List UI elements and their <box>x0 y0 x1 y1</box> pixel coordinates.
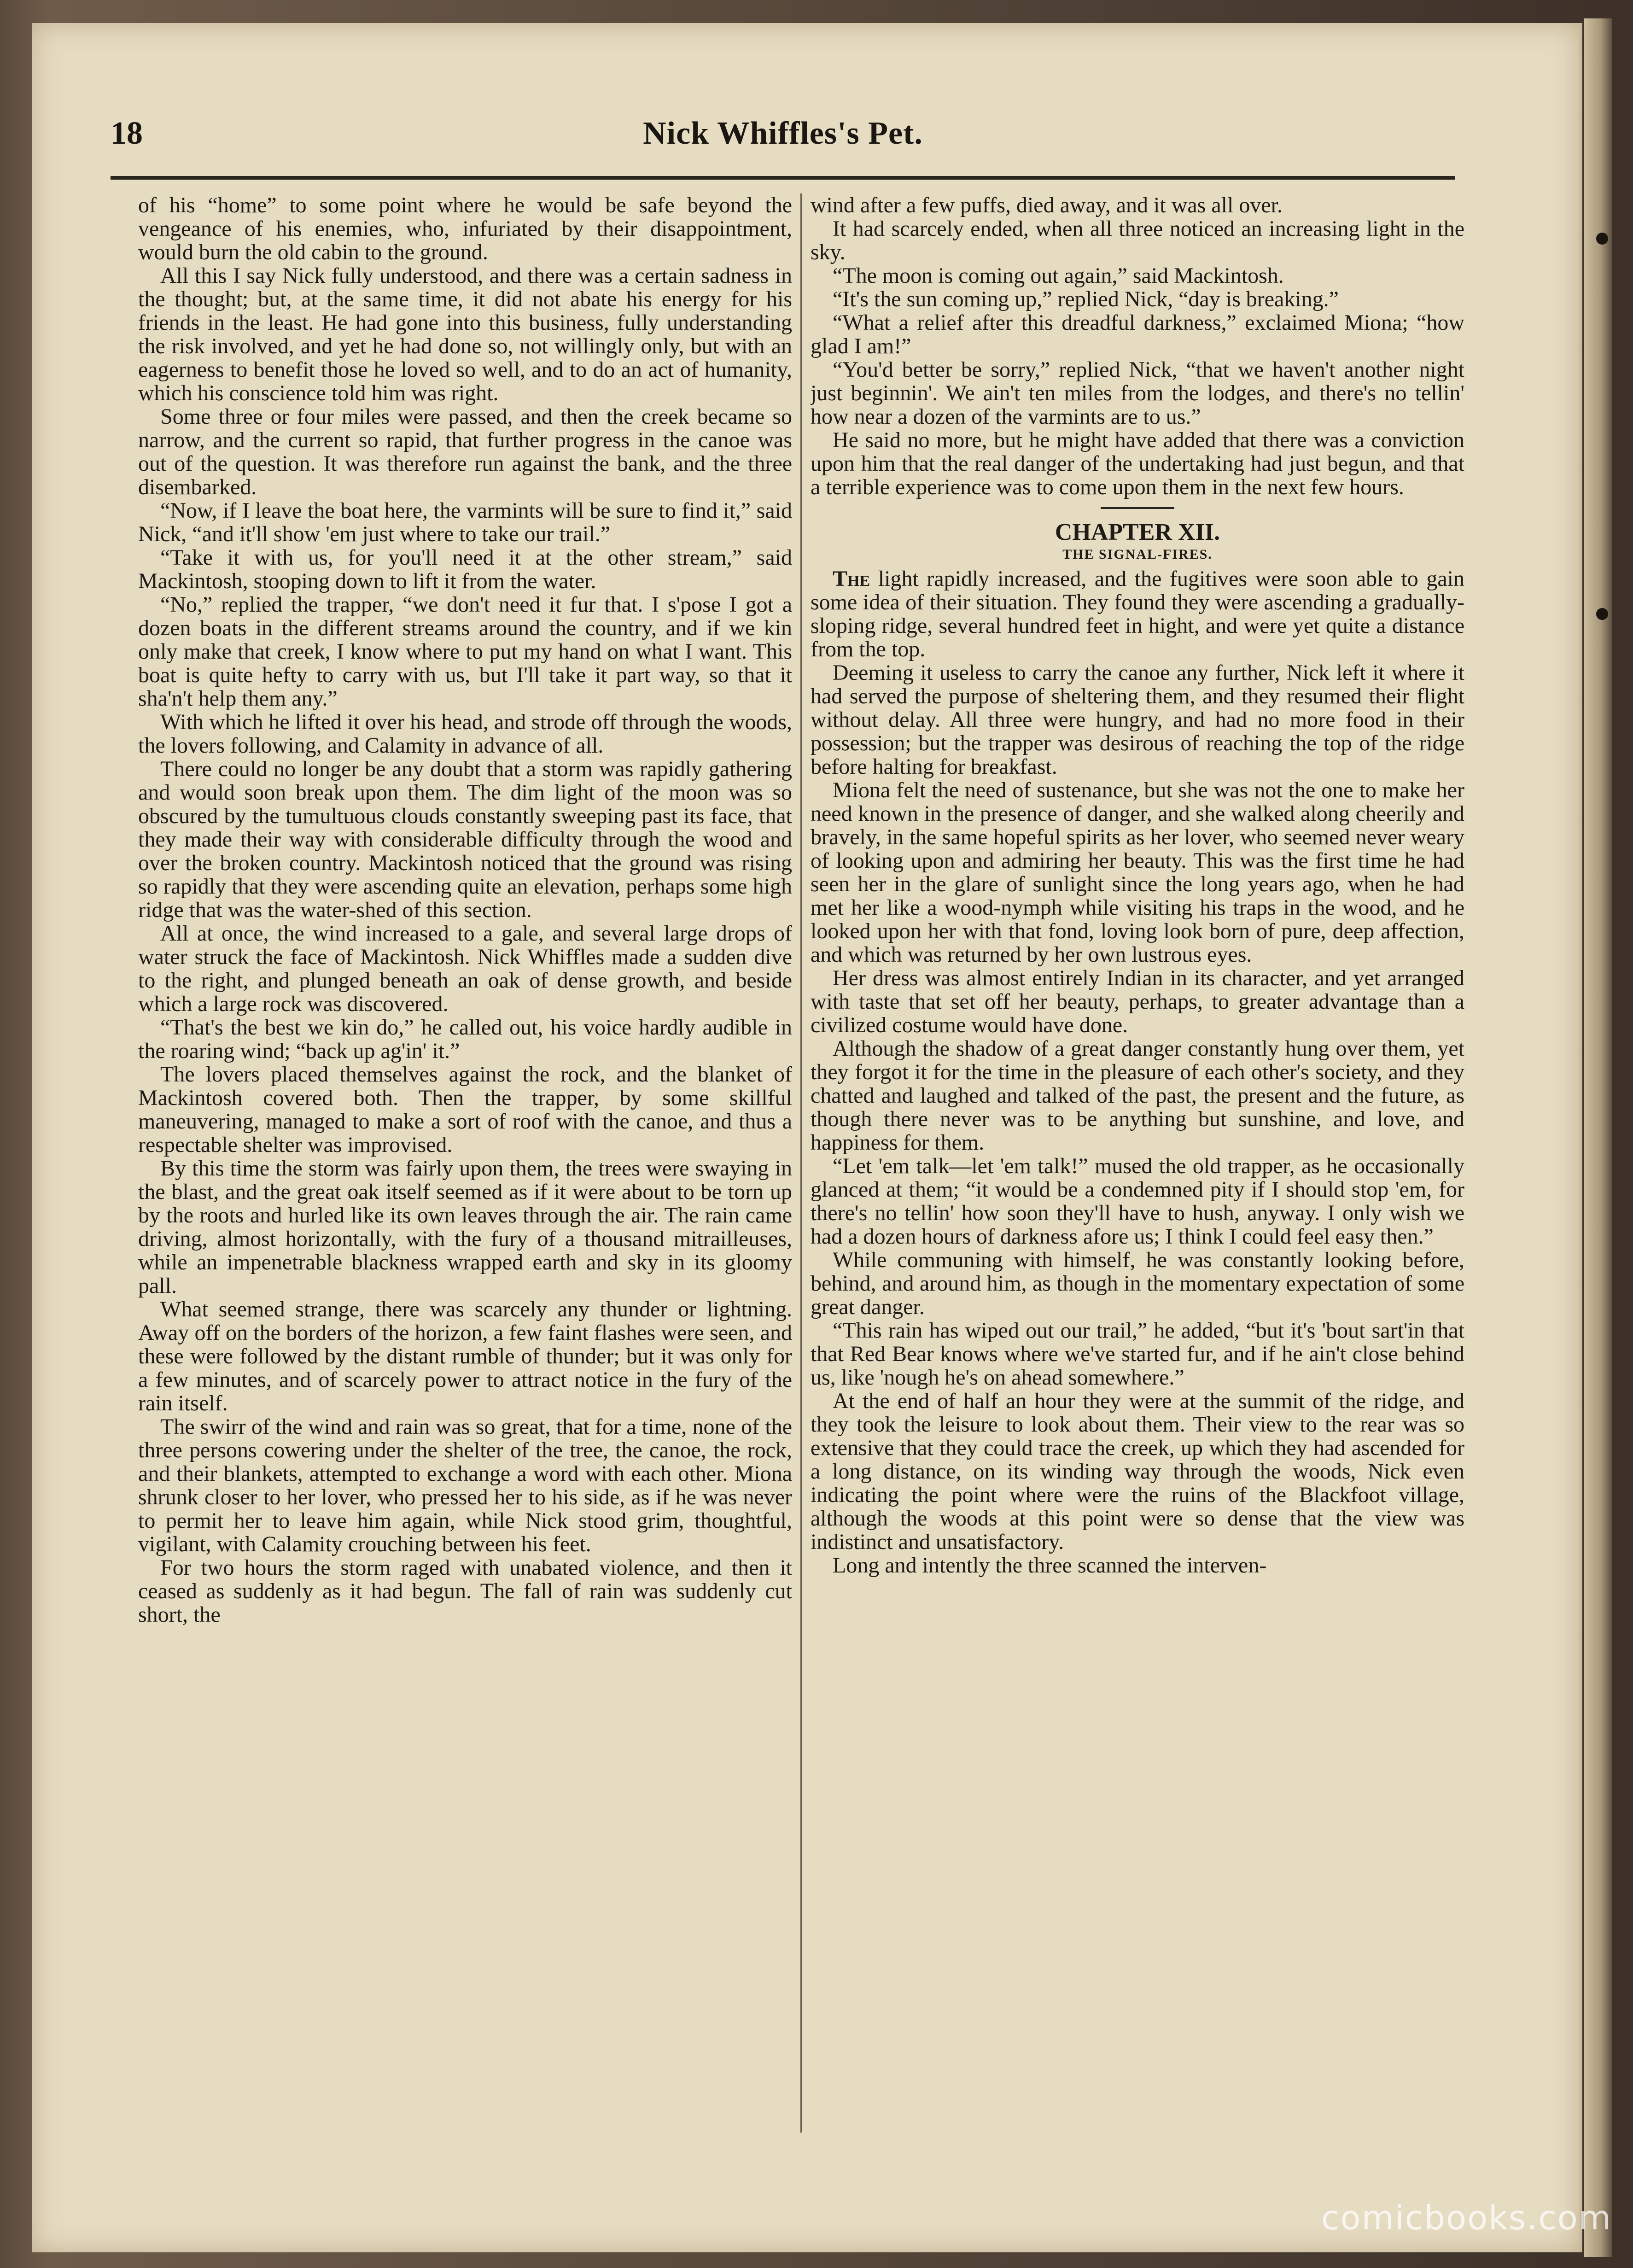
binding-hole <box>1596 233 1608 245</box>
paragraph: “Take it with us, for you'll need it at the other stream,” said Mackintosh, stooping down to lift it from the water. <box>138 545 792 593</box>
running-title: Nick Whiffles's Pet. <box>643 116 923 151</box>
paragraph: Deeming it useless to carry the canoe any further, Nick left it where it had served the purpose of sheltering them, and they resumed their flight without delay. All three were hungry, and had no more food in their possession; but the trapper was desirous of reaching the top of the ridge before halting for breakfast. <box>811 661 1464 779</box>
watermark: comicbooks.com <box>1321 2198 1612 2237</box>
page-edge <box>1584 18 1612 2257</box>
paragraph: Miona felt the need of sustenance, but she was not the one to make her need known in the presence of danger, and she walked along cheerily and bravely, in the same hopeful spirits as her lover, who seemed never weary of looking upon and admiring her beauty. This was the first time he had seen her in the glare of sunlight since the long years ago, when he had met her like a wood-nymph while visiting his traps in the wood, and he looked upon her with that fond, loving look born of pure, deep affection, and which was returned by her own lustrous eyes. <box>811 778 1464 967</box>
paragraph: “The moon is coming out again,” said Mackintosh. <box>833 263 1284 288</box>
paragraph: By this time the storm was fairly upon them, the trees were swaying in the blast, and the great oak itself seemed as if it were about to be torn up by the roots and hurled like its own leaves through the air. The rain came driving, almost horizontally, with the fury of a thousand mitrailleuses, while an impenetrable blackness wrapped earth and sky in its gloomy pall. <box>138 1156 792 1298</box>
paragraph: The swirr of the wind and rain was so great, that for a time, none of the three persons cowering under the shelter of the tree, the canoe, the rock, and their blankets, attempted to exchange a word with each other. Miona shrunk closer to her lover, who pressed her to his side, as if he was never to permit her to leave him again, while Nick stood grim, thoughtful, vigilant, with Calamity crouching between his feet. <box>138 1415 792 1556</box>
chapter-heading: CHAPTER XII. <box>1055 519 1220 545</box>
chapter-first-paragraph <box>811 567 1464 661</box>
paragraph: “Let 'em talk—let 'em talk!” mused the old trapper, as he occasionally glanced at them; “it would be a condemned pity if I should stop 'em, for there's no tellin' how soon they'll have to hush, anyway. I only wish we had a dozen hours of darkness afore us; I think I could feel easy then.” <box>811 1154 1464 1249</box>
paragraph: For two hours the storm raged with unabated violence, and then it ceased as suddenly as it had begun. The fall of rain was suddenly cut short, the <box>138 1555 792 1627</box>
page-header <box>111 115 1455 166</box>
paragraph: “That's the best we kin do,” he called out, his voice hardly audible in the roaring wind; “back up ag'in' it.” <box>138 1015 792 1063</box>
paragraph: Long and intently the three scanned the interven- <box>833 1553 1267 1578</box>
paragraph: All at once, the wind increased to a gale, and several large drops of water struck the face of Mackintosh. Nick Whiffles made a sudden dive to the right, and plunged beneath an oak of dense growth, and beside which a large rock was discovered. <box>138 921 792 1016</box>
paragraph: “You'd better be sorry,” replied Nick, “that we haven't another night just beginnin'. We ain't ten miles from the lodges, and there's no tellin' how near a dozen of the varmints are to us.” <box>811 357 1464 429</box>
chapter-lead-word: The <box>833 567 870 591</box>
paragraph: While communing with himself, he was constantly looking before, behind, and around him, as though in the momentary expectation of some great danger. <box>811 1248 1464 1319</box>
paragraph: “This rain has wiped out our trail,” he added, “but it's 'bout sart'in that that Red Bear knows where we've started fur, and if he ain't close behind us, like 'nough he's on ahead somewhere.” <box>811 1318 1464 1390</box>
header-rule <box>111 176 1455 180</box>
paragraph: It had scarcely ended, when all three noticed an increasing light in the sky. <box>811 216 1464 264</box>
paragraph: What seemed strange, there was scarcely any thunder or lightning. Away off on the borders of the horizon, a few faint flashes were seen, and these were followed by the distant rumble of thunder; but it was only for a few minutes, and of scarcely power to attract notice in the fury of the rain itself. <box>138 1297 792 1415</box>
chapter-first-paragraph-text: light rapidly increased, and the fugitives were soon able to gain some idea of their situation. They found they were ascending a gradually-sloping ridge, several hundred feet in hight, and were yet quite a distance from the top. <box>811 567 1464 661</box>
paragraph: Some three or four miles were passed, and then the creek became so narrow, and the current so rapid, that further progress in the canoe was out of the question. It was therefore run against the bank, and the three disembarked. <box>138 404 792 499</box>
section-separator <box>1101 507 1174 509</box>
column-divider <box>800 193 802 2133</box>
paragraph: “It's the sun coming up,” replied Nick, “day is breaking.” <box>833 287 1339 311</box>
paragraph: All this I say Nick fully understood, and there was a certain sadness in the thought; but, at the same time, it did not abate his energy for his friends in the least. He had gone into this business, fully understanding the risk involved, and yet he had done so, not willingly only, but with an eagerness to benefit those he loved so well, and to do an act of humanity, which his conscience told him was right. <box>138 263 792 405</box>
chapter-body <box>811 661 1464 1577</box>
paragraph: There could no longer be any doubt that a storm was rapidly gathering and would soon break upon them. The dim light of the moon was so obscured by the tumultuous clouds constantly sweeping past its face, that they made their way with considerable difficulty through the wood and over the broken country. Mackintosh noticed that the ground was rising so rapidly that they were ascending quite an elevation, perhaps some high ridge that was the water-shed of this section. <box>138 757 792 922</box>
paragraph: Although the shadow of a great danger constantly hung over them, yet they forgot it for the time in the pleasure of each other's society, and they chatted and laughed and talked of the past, the present and the future, as though there never was to be anything but sunshine, and love, and happiness for them. <box>811 1036 1464 1155</box>
chapter-subtitle: THE SIGNAL-FIRES. <box>1062 547 1213 562</box>
paragraph: “Now, if I leave the boat here, the varmints will be sure to find it,” said Nick, “and it'll show 'em just where to take our trail.” <box>138 498 792 546</box>
paragraph: “No,” replied the trapper, “we don't need it fur that. I s'pose I got a dozen boats in the different streams around the country, and if we kin only make that creek, I know where to put my hand on what I want. This boat is quite hefty to carry with us, but I'll take it part way, so that it sha'n't help them any.” <box>138 592 792 711</box>
paragraph: Her dress was almost entirely Indian in its character, and yet arranged with taste that set off her beauty, perhaps, to greater advantage than a civilized costume would have done. <box>811 966 1464 1037</box>
right-column-top <box>811 193 1464 499</box>
page-number: 18 <box>111 116 143 151</box>
paragraph: of his “home” to some point where he would be safe beyond the vengeance of his enemies, who, infuriated by their disappointment, would burn the old cabin to the ground. <box>138 193 792 264</box>
paragraph: With which he lifted it over his head, and strode off through the woods, the lovers following, and Calamity in advance of all. <box>138 710 792 758</box>
paragraph: “What a relief after this dreadful darkness,” exclaimed Miona; “how glad I am!” <box>811 310 1464 358</box>
paragraph: wind after a few puffs, died away, and it was all over. <box>811 193 1283 217</box>
left-column <box>138 193 792 2142</box>
paragraph: The lovers placed themselves against the rock, and the blanket of Mackintosh covered both. Then the trapper, by some skillful maneuvering, managed to make a sort of roof with the canoe, and thus a respectable shelter was improvised. <box>138 1062 792 1157</box>
right-column <box>811 193 1464 2142</box>
paragraph: At the end of half an hour they were at the summit of the ridge, and they took the leisure to look about them. Their view to the rear was so extensive that they could trace the creek, up which they had ascended for a long distance, on its winding way through the woods, Nick even indicating the point where were the ruins of the Blackfoot village, although the woods at this point were so dense that the view was indistinct and unsatisfactory. <box>811 1389 1464 1554</box>
binding-hole <box>1596 608 1608 620</box>
paragraph: He said no more, but he might have added that there was a conviction upon him that the real danger of the undertaking had just begun, and that a terrible experience was to come upon them in the next few hours. <box>811 428 1464 499</box>
